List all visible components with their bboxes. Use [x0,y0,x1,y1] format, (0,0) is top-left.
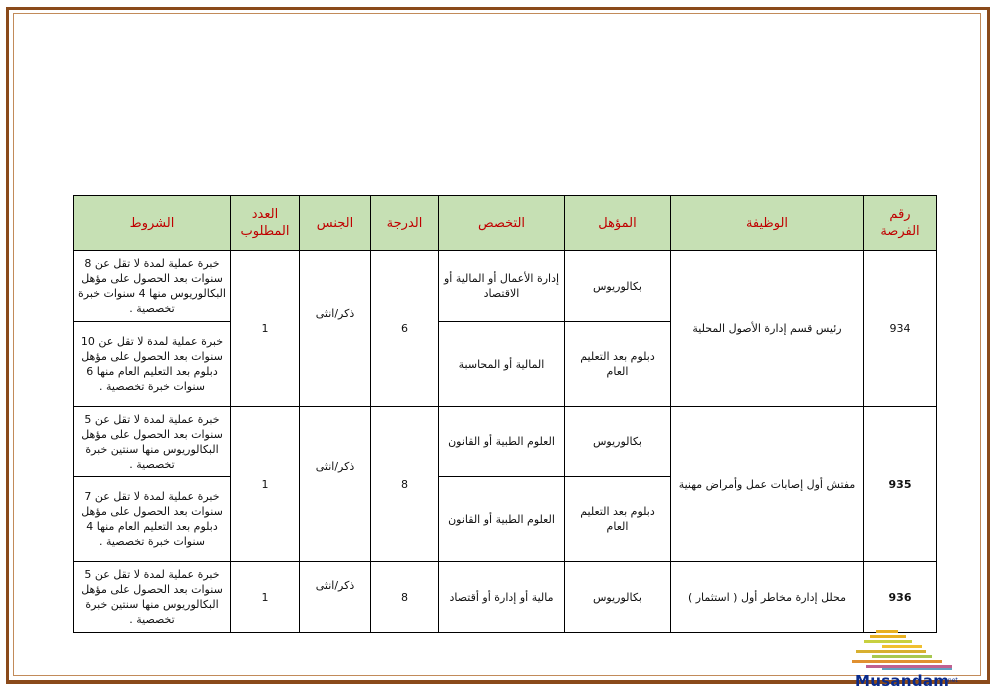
job-number-cell: 936 [864,562,937,633]
qualification-cell: بكالوريوس [565,562,671,633]
logo-suffix: .net [946,677,958,684]
grade-cell: 8 [371,407,439,562]
header-opportunity-no: رقم الفرصة [864,196,937,251]
header-required-count: العدد المطلوب [231,196,300,251]
conditions-cell: خبرة عملية لمدة لا تقل عن 5 سنوات بعد الحصول على مؤهل البكالوريوس منها سنتين خبرة تخصصية . [74,562,231,633]
header-row [74,196,937,251]
job-title-cell: مفتش أول إصابات عمل وأمراض مهنية [671,407,864,562]
job-title-cell: محلل إدارة مخاطر أول ( استثمار ) [671,562,864,633]
conditions-cell: خبرة عملية لمدة لا تقل عن 5 سنوات بعد الحصول على مؤهل البكالوريوس منها سنتين خبرة تخصصية . [74,407,231,477]
job-number-cell: 935 [864,407,937,562]
header-specialization: التخصص [439,196,565,251]
gender-cell: ذكر/انثى [300,407,371,562]
jobs-table [73,195,937,633]
gender-cell: ذكر/انثى [300,251,371,407]
job-title-cell: رئيس قسم إدارة الأصول المحلية [671,251,864,407]
grade-cell: 8 [371,562,439,633]
count-cell: 1 [231,251,300,407]
specialization-cell: العلوم الطبية أو القانون [439,407,565,477]
qualification-cell: دبلوم بعد التعليم العام [565,477,671,562]
table-row [74,251,937,322]
header-job: الوظيفة [671,196,864,251]
header-grade: الدرجة [371,196,439,251]
conditions-cell: خبرة عملية لمدة لا تقل عن 10 سنوات بعد الحصول على مؤهل دبلوم بعد التعليم العام منها 6 سنوات خبرة تخصصية . [74,322,231,407]
qualification-cell: بكالوريوس [565,407,671,477]
grade-cell: 6 [371,251,439,407]
job-number-cell: 934 [864,251,937,407]
qualification-cell: دبلوم بعد التعليم العام [565,322,671,407]
qualification-cell: بكالوريوس [565,251,671,322]
table-row [74,407,937,477]
specialization-cell: إدارة الأعمال أو المالية أو الاقتصاد [439,251,565,322]
gender-cell: ذكر/انثى [300,562,371,633]
specialization-cell: المالية أو المحاسبة [439,322,565,407]
header-gender: الجنس [300,196,371,251]
table-row [74,562,937,633]
count-cell: 1 [231,407,300,562]
conditions-cell: خبرة عملية لمدة لا تقل عن 7 سنوات بعد الحصول على مؤهل دبلوم بعد التعليم العام منها 4 سنوات خبرة تخصصية . [74,477,231,562]
specialization-cell: مالية أو إدارة أو أقتصاد [439,562,565,633]
specialization-cell: العلوم الطبية أو القانون [439,477,565,562]
conditions-cell: خبرة عملية لمدة لا تقل عن 8 سنوات بعد الحصول على مؤهل البكالوريوس منها 4 سنوات خبرة تخصصية . [74,251,231,322]
logo-text: Musandam [855,672,950,690]
header-qualification: المؤهل [565,196,671,251]
count-cell: 1 [231,562,300,633]
header-conditions: الشروط [74,196,231,251]
